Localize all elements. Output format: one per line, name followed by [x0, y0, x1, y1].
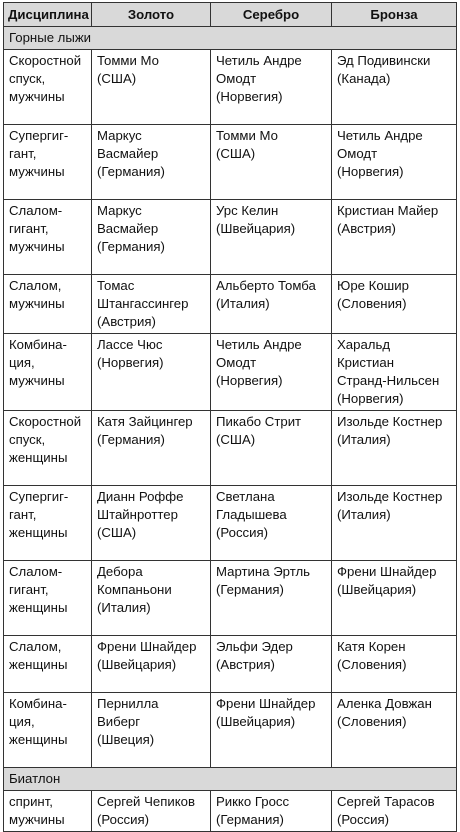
header-row: [4, 3, 457, 27]
silver-cell: Альберто Томба (Италия): [211, 275, 332, 334]
discipline-cell: Слалом, женщины: [4, 636, 92, 693]
discipline-cell: Слалом- гигант, мужчины: [4, 200, 92, 275]
header-bronze: Бронза: [332, 3, 457, 27]
discipline-cell: Слалом, мужчины: [4, 275, 92, 334]
medal-table: [3, 2, 457, 832]
bronze-cell: Сергей Тарасов (Россия): [332, 791, 457, 832]
gold-cell: Сергей Чепиков (Россия): [92, 791, 211, 832]
gold-cell: Катя Зайцингер (Германия): [92, 411, 211, 486]
section-title-biathlon: Биатлон: [4, 768, 457, 791]
table-row: [4, 50, 457, 125]
silver-cell: Светлана Гладышева (Россия): [211, 486, 332, 561]
gold-cell: Лассе Чюс (Норвегия): [92, 334, 211, 411]
header-discipline: Дисциплина: [4, 3, 92, 27]
bronze-cell: Харальд Кристиан Странд-Нильсен (Норвегия): [332, 334, 457, 411]
bronze-cell: Эд Подивински (Канада): [332, 50, 457, 125]
discipline-cell: Супергиг- гант, мужчины: [4, 125, 92, 200]
bronze-cell: Четиль Андре Омодт (Норвегия): [332, 125, 457, 200]
silver-cell: Четиль Андре Омодт (Норвегия): [211, 334, 332, 411]
gold-cell: Маркус Васмайер (Германия): [92, 125, 211, 200]
section-row: [4, 27, 457, 50]
bronze-cell: Изольде Костнер (Италия): [332, 486, 457, 561]
gold-cell: Пернилла Виберг (Швеция): [92, 693, 211, 768]
bronze-cell: Френи Шнайдер (Швейцария): [332, 561, 457, 636]
gold-cell: Маркус Васмайер (Германия): [92, 200, 211, 275]
silver-cell: Томми Мо (США): [211, 125, 332, 200]
table-row: [4, 200, 457, 275]
discipline-cell: Слалом- гигант, женщины: [4, 561, 92, 636]
table-row: [4, 561, 457, 636]
bronze-cell: Аленка Довжан (Словения): [332, 693, 457, 768]
bronze-cell: Кристиан Майер (Австрия): [332, 200, 457, 275]
header-silver: Серебро: [211, 3, 332, 27]
silver-cell: Френи Шнайдер (Швейцария): [211, 693, 332, 768]
silver-cell: Четиль Андре Омодт (Норвегия): [211, 50, 332, 125]
bronze-cell: Катя Корен (Словения): [332, 636, 457, 693]
silver-cell: Урс Келин (Швейцария): [211, 200, 332, 275]
gold-cell: Томас Штангассингер (Австрия): [92, 275, 211, 334]
discipline-cell: Комбина- ция, женщины: [4, 693, 92, 768]
bronze-cell: Изольде Костнер (Италия): [332, 411, 457, 486]
discipline-cell: Комбина- ция, мужчины: [4, 334, 92, 411]
header-gold: Золото: [92, 3, 211, 27]
table-row: [4, 693, 457, 768]
table-row: [4, 334, 457, 411]
table-row: [4, 486, 457, 561]
silver-cell: Эльфи Эдер (Австрия): [211, 636, 332, 693]
silver-cell: Пикабо Стрит (США): [211, 411, 332, 486]
table-row: [4, 791, 457, 832]
table-row: [4, 636, 457, 693]
gold-cell: Томми Мо (США): [92, 50, 211, 125]
discipline-cell: спринт, мужчины: [4, 791, 92, 832]
section-row: [4, 768, 457, 791]
gold-cell: Френи Шнайдер (Швейцария): [92, 636, 211, 693]
table-row: [4, 275, 457, 334]
discipline-cell: Супергиг- гант, женщины: [4, 486, 92, 561]
table-row: [4, 411, 457, 486]
table-row: [4, 125, 457, 200]
gold-cell: Дианн Роффе Штайнроттер (США): [92, 486, 211, 561]
gold-cell: Дебора Компаньони (Италия): [92, 561, 211, 636]
bronze-cell: Юре Кошир (Словения): [332, 275, 457, 334]
silver-cell: Мартина Эртль (Германия): [211, 561, 332, 636]
section-title-alpine: Горные лыжи: [4, 27, 457, 50]
silver-cell: Рикко Гросс (Германия): [211, 791, 332, 832]
discipline-cell: Скоростной спуск, мужчины: [4, 50, 92, 125]
discipline-cell: Скоростной спуск, женщины: [4, 411, 92, 486]
